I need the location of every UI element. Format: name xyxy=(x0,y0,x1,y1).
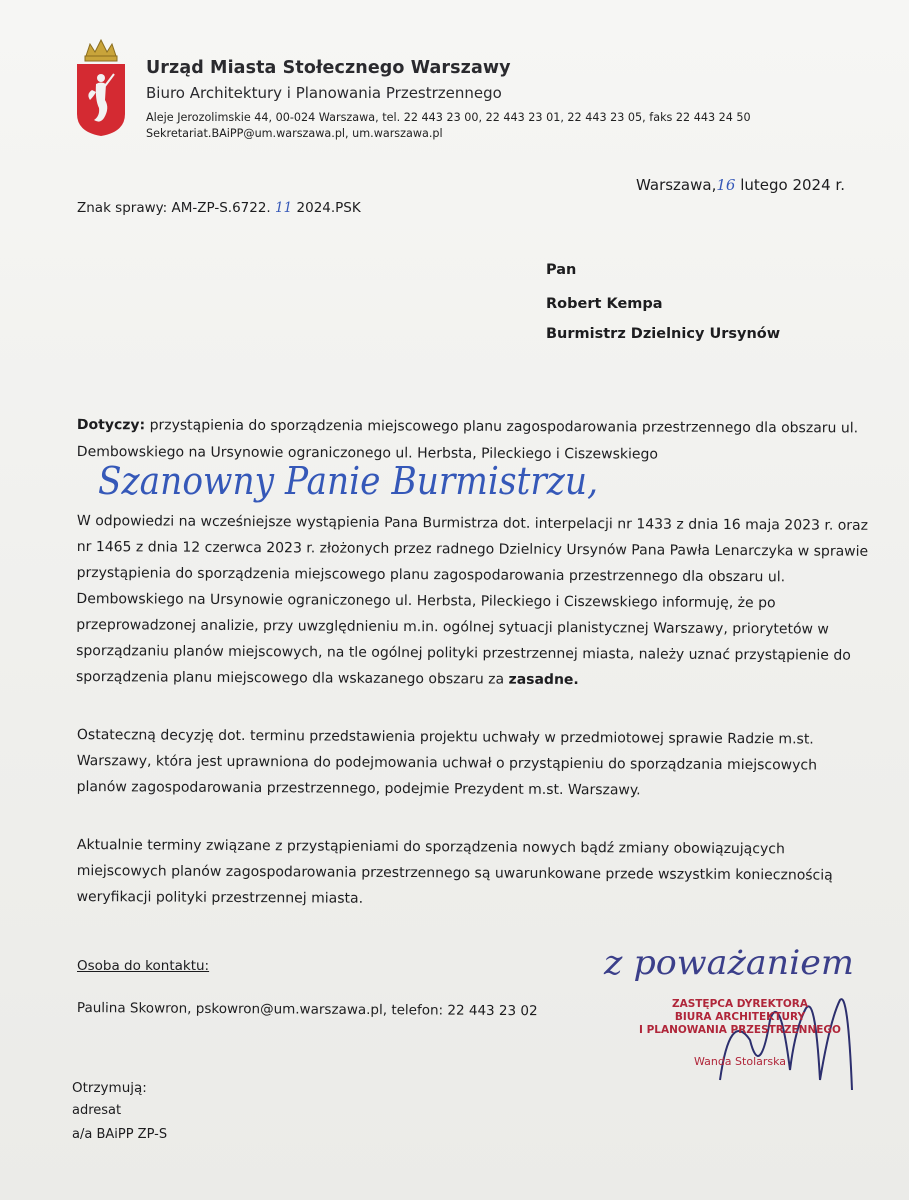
handwritten-closing: z poważaniem xyxy=(602,943,854,983)
p1-text: W odpowiedzi na wcześniejsze wystąpienia Pana Burmistrza dot. interpelacji nr 1433 z dnia 16 maja 2023 r. oraz nr 1465 z dnia 12 czerwca 2023 r. złożonych przez radnego Dzielnicy Ursynów Pana Pawła Lenarczyka w sprawie przystąpienia do sporządzenia miejscowego planu zagospodarowania przestrzennego dla obszaru ul. Dembowskiego na Ursynowie ograniczonego ul. Herbsta, Pileckiego i Ciszewskiego informuję, że po przeprowadzonej analizie, przy uwzględnieniu m.in. ogólnej sytuacji planistycznej Warszawy, priorytetów w sporządzaniu planów miejscowych, na tle ogólnej polityki przestrzennej miasta, należy uznać przystąpienie do sporządzenia planu miejscowego dla wskazanego obszaru za xyxy=(75,512,869,688)
signatory-name: Wanda Stolarska xyxy=(693,1055,787,1068)
salutation-text: Szanowny Panie Burmistrzu, xyxy=(98,459,598,503)
p1-bold: zasadne. xyxy=(508,671,579,689)
recipients-label: Otrzymują: xyxy=(72,1080,147,1096)
date-prefix: Warszawa, xyxy=(636,176,717,194)
ref-number: 11 xyxy=(275,200,293,216)
org-name: Urząd Miasta Stołecznego Warszawy xyxy=(146,58,511,78)
subject-label: Dotyczy: xyxy=(76,416,146,434)
stamp-line-2: BIURA ARCHITEKTURY xyxy=(674,1011,806,1023)
body-paragraph-1 xyxy=(76,508,887,695)
org-address: Aleje Jerozolimskie 44, 00-024 Warszawa, tel. 22 443 23 00, 22 443 23 01, 22 443 23 05, faks 22 443 24 50 xyxy=(146,111,751,124)
org-email: Sekretariat.BAiPP@um.warszawa.pl, um.warszawa.pl xyxy=(146,127,443,140)
recipient-title: Pan xyxy=(546,262,577,278)
recipient-item: adresat xyxy=(72,1103,122,1118)
place-date xyxy=(636,176,845,194)
contact-label: Osoba do kontaktu: xyxy=(77,958,210,974)
stamp-line-3: I PLANOWANIA PRZESTRZENNEGO xyxy=(639,1024,841,1036)
official-stamp xyxy=(620,998,860,1068)
case-reference xyxy=(77,200,361,216)
recipient-name: Robert Kempa xyxy=(546,296,663,312)
recipient-item: a/a BAiPP ZP-S xyxy=(72,1127,168,1142)
warsaw-crest-logo xyxy=(74,34,128,138)
stamp-line-1: ZASTĘPCA DYREKTORA xyxy=(671,998,809,1010)
ref-prefix: Znak sprawy: AM-ZP-S.6722. xyxy=(77,200,271,216)
contact-value: Paulina Skowron, pskowron@um.warszawa.pl, telefon: 22 443 23 02 xyxy=(76,1000,538,1020)
dept-name: Biuro Architektury i Planowania Przestrzennego xyxy=(146,84,502,102)
body-paragraph-3: Aktualnie terminy związane z przystąpieniami do sporządzenia nowych bądź zmiany obowiązujących miejscowych planów zagospodarowania przestrzennego są uwarunkowane przede wszystkim koniecznością weryfikacji polityki przestrzennej miasta. xyxy=(76,836,833,907)
date-day: 16 xyxy=(716,176,736,194)
handwritten-salutation xyxy=(96,452,616,512)
ref-suffix: 2024.PSK xyxy=(296,200,361,216)
date-rest: lutego 2024 r. xyxy=(740,176,845,194)
body-paragraph-2: Ostateczną decyzję dot. terminu przedstawienia projektu uchwały w przedmiotowej sprawie Radzie m.st. Warszawy, która jest uprawniona do podejmowania uchwał o przystąpieniu do sporządzania miejscowych planów zagospodarowania przestrzennego, podejmie Prezydent m.st. Warszawy. xyxy=(76,726,818,799)
recipient-position: Burmistrz Dzielnicy Ursynów xyxy=(546,326,781,342)
subject-text: przystąpienia do sporządzenia miejscowego planu zagospodarowania przestrzennego dla obszaru ul. Dembowskiego na Ursynowie ograniczonego ul. Herbsta, Pileckiego i Ciszewskiego xyxy=(76,417,859,463)
